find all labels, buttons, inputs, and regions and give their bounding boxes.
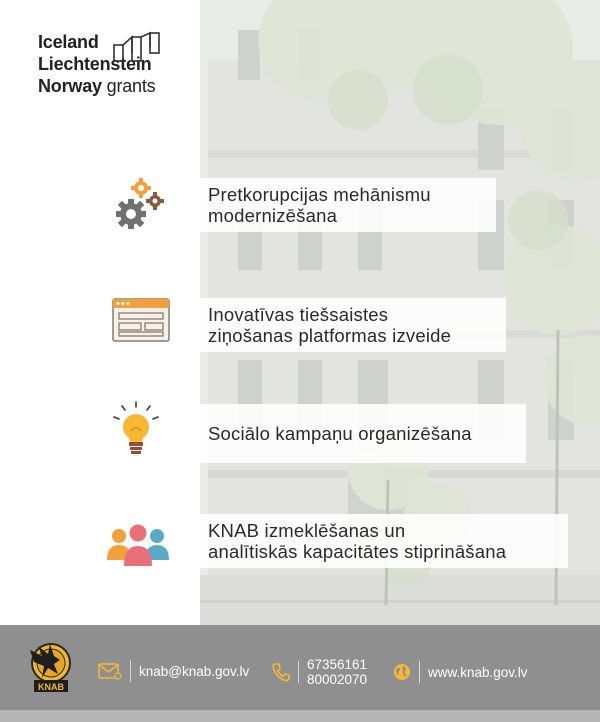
footer-phone-2[interactable]: 80002070: [307, 672, 368, 687]
footer-separator: [298, 661, 299, 683]
phone-numbers: [307, 657, 367, 687]
browser-window-icon: [112, 298, 170, 342]
footer-phone-1[interactable]: 67356161: [307, 657, 368, 672]
footer-phone[interactable]: [272, 657, 367, 687]
logo-norway-word: Norway: [38, 76, 102, 96]
footer-email[interactable]: [98, 660, 249, 682]
footer-separator: [419, 661, 420, 683]
footer-bottom-strip: [0, 710, 600, 722]
logo-line-iceland: Iceland: [38, 32, 99, 52]
feature-4-line-2: analītiskās kapacitātes stiprināšana: [208, 541, 507, 562]
footer-email-text[interactable]: knab@knab.gov.lv: [139, 663, 250, 679]
phone-icon: [272, 662, 290, 682]
grants-mark-icon: [112, 31, 160, 63]
logo-line-liechtenstein: Liechtenstein: [38, 54, 152, 74]
footer-website[interactable]: [393, 661, 528, 683]
envelope-icon: [98, 661, 122, 681]
people-group-icon: [104, 520, 172, 568]
globe-icon: [393, 663, 411, 681]
logo-line-norway: [38, 75, 178, 97]
footer-website-text[interactable]: www.knab.gov.lv: [428, 664, 528, 680]
feature-1-line-1: Pretkorupcijas mehānismu: [208, 184, 431, 205]
feature-label-box-3: [200, 404, 526, 463]
logo-grants-word-text: grants: [106, 76, 156, 96]
feature-label-box-4: [200, 514, 568, 568]
feature-2-line-1: Inovatīvas tiešsaistes: [208, 304, 389, 325]
gears-icon: [112, 175, 166, 231]
feature-1-line-2: modernizēšana: [208, 205, 338, 226]
light-bulb-icon: [108, 400, 164, 460]
feature-3-line-1: Sociālo kampaņu organizēšana: [208, 423, 472, 444]
feature-label-box-2: [200, 298, 506, 352]
feature-2-line-2: ziņošanas platformas izveide: [208, 325, 452, 346]
knab-logo-text: KNAB: [38, 682, 64, 692]
eea-norway-grants-logo: [38, 31, 178, 121]
feature-label-box-1: [200, 178, 496, 232]
footer-separator: [130, 660, 131, 682]
feature-4-line-1: KNAB izmeklēšanas un: [208, 520, 406, 541]
knab-logo: [24, 640, 74, 696]
